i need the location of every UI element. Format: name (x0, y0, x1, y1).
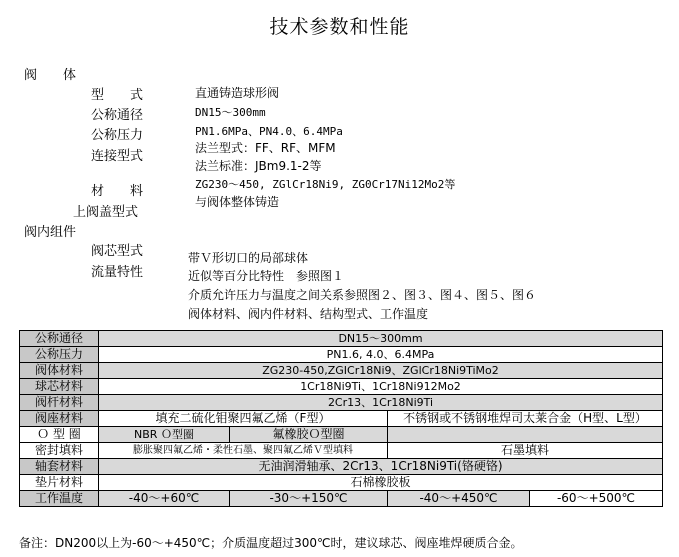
table-row (20, 395, 663, 411)
table-label: 阀杆材料 (20, 395, 99, 411)
table-label: 公称压力 (20, 347, 99, 363)
table-cell: 2Cr13、1Cr18Ni9Ti (99, 395, 663, 411)
table-row (20, 459, 663, 475)
table-cell: 石墨填料 (388, 443, 663, 459)
table-label: 球芯材料 (20, 379, 99, 395)
table-row (20, 411, 663, 427)
table-cell: DN15～300mm (99, 331, 663, 347)
spec-value-flow-characteristic: 近似等百分比特性 参照图１ (188, 269, 345, 283)
table-label: Ｏ 型 圈 (20, 427, 99, 443)
page-title: 技术参数和性能 (269, 16, 410, 38)
table-row (20, 427, 663, 443)
table-cell: 填充二硫化钼聚四氟乙烯（F型） (99, 411, 388, 427)
table-label: 公称通径 (20, 331, 99, 347)
table-cell: -60～+500℃ (530, 491, 663, 507)
table-cell: -40～+60℃ (99, 491, 230, 507)
table-cell: 1Cr18Ni9Ti、1Cr18Ni912Mo2 (99, 379, 663, 395)
spec-value-material: ZG230～450, ZGlCr18Ni9, ZG0Cr17Ni12Mo2等 (195, 178, 456, 191)
table-row (20, 443, 663, 459)
spec-label-connection: 连接型式 (91, 149, 144, 164)
table-label: 垫片材料 (20, 475, 99, 491)
section-valve-body: 阀 体 (24, 68, 77, 83)
table-cell: 石棉橡胶板 (99, 475, 663, 491)
table-cell: 不锈钢或不锈钢堆焊司太莱合金（H型、L型） (388, 411, 663, 427)
table-cell (388, 427, 663, 443)
spec-label-nominal-pressure: 公称压力 (91, 128, 144, 143)
spec-label-flow-characteristic: 流量特性 (91, 265, 144, 280)
spec-value-nominal-pressure: PN1.6MPa、PN4.0、6.4MPa (195, 125, 343, 138)
spec-table (19, 330, 663, 507)
table-cell: NBR Ｏ型圈 (99, 427, 230, 443)
table-label: 阀座材料 (20, 411, 99, 427)
spec-label-plug-type: 阀芯型式 (91, 244, 144, 259)
table-row (20, 347, 663, 363)
footnote: 备注：DN200以上为-60～+450℃；介质温度超过300℃时，建议球芯、阀座堆焊硬质合金。 (19, 536, 523, 550)
table-row (20, 379, 663, 395)
table-cell: 无油润滑轴承、2Cr13、1Cr18Ni9Ti(铬硬铬) (99, 459, 663, 475)
table-cell: 膨胀聚四氟乙烯・柔性石墨、聚四氟乙烯Ｖ型填料 (99, 443, 388, 459)
table-cell: 氟橡胶Ｏ型圈 (230, 427, 388, 443)
spec-value-flange-standard: 法兰标准：JBm9.1-2等 (195, 159, 322, 173)
spec-value-nominal-diameter: DN15～300mm (195, 106, 266, 119)
table-row (20, 363, 663, 379)
table-row (20, 491, 663, 507)
spec-label-nominal-diameter: 公称通径 (91, 108, 144, 123)
table-cell: -40～+450℃ (388, 491, 530, 507)
spec-label-material: 材 料 (91, 184, 144, 199)
table-cell: ZG230-450,ZGICr18Ni9、ZGlCr18Ni9TiMo2 (99, 363, 663, 379)
table-label: 轴套材料 (20, 459, 99, 475)
table-cell: PN1.6, 4.0、6.4MPa (99, 347, 663, 363)
table-row (20, 475, 663, 491)
spec-value-bonnet: 与阀体整体铸造 (195, 195, 280, 209)
spec-value-plug-type: 带Ｖ形切口的局部球体 (188, 251, 309, 265)
spec-value-pressure-temp-ref: 介质允许压力与温度之间关系参照图２、图３、图４、图５、图６ (188, 288, 537, 302)
table-row (20, 331, 663, 347)
spec-label-type: 型 式 (91, 88, 144, 103)
spec-value-type: 直通铸造球形阀 (195, 86, 280, 100)
spec-value-material-ref: 阀体材料、阀内件材料、结构型式、工作温度 (188, 307, 429, 321)
table-cell: -30～+150℃ (230, 491, 388, 507)
section-internals: 阀内组件 (24, 225, 77, 240)
table-label: 密封填料 (20, 443, 99, 459)
spec-label-bonnet: 上阀盖型式 (73, 205, 139, 220)
spec-value-flange-type: 法兰型式：FF、RF、MFM (195, 141, 336, 155)
table-label: 阀体材料 (20, 363, 99, 379)
table-label: 工作温度 (20, 491, 99, 507)
